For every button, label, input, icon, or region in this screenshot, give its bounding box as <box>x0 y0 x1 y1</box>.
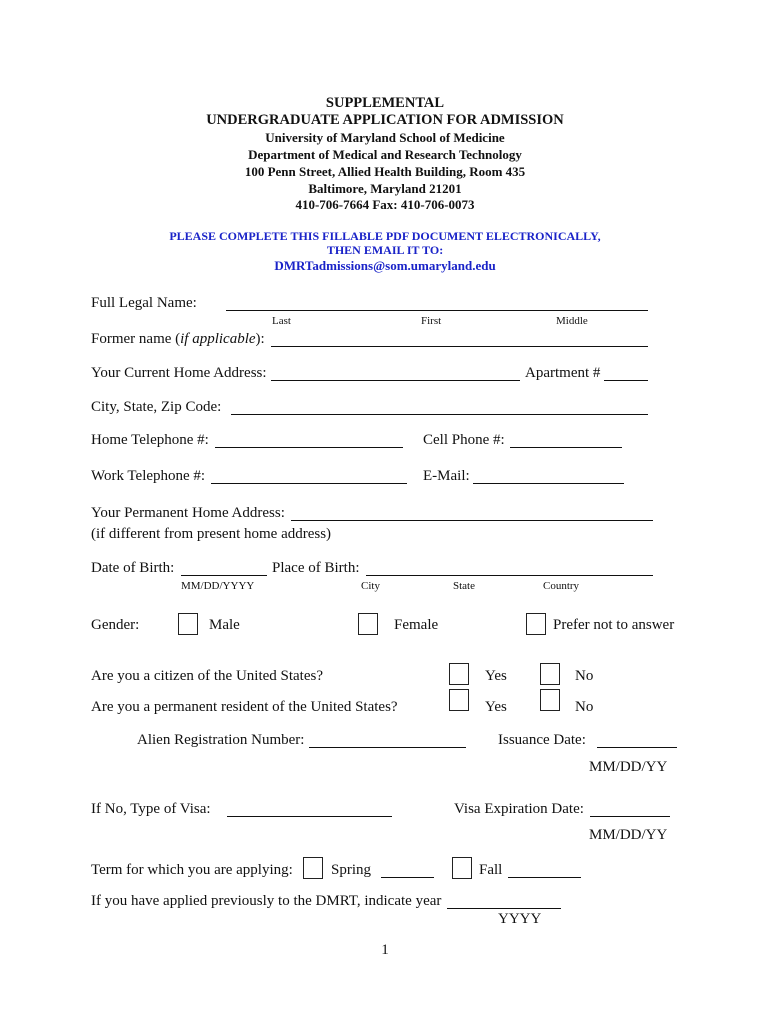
header-department: Department of Medical and Research Technology <box>248 147 522 162</box>
previous-application-label: If you have applied previously to the DMRT, indicate year <box>91 893 442 909</box>
dob-format-caption: MM/DD/YYYY <box>181 580 255 592</box>
permanent-address-label: Your Permanent Home Address: <box>91 505 285 521</box>
gender-prefer-not-checkbox[interactable] <box>526 613 546 635</box>
citizen-yes-checkbox[interactable] <box>449 663 469 685</box>
citizen-question: Are you a citizen of the United States? <box>91 668 324 684</box>
full-name-label: Full Legal Name: <box>91 295 197 311</box>
term-fall-label: Fall <box>479 862 503 878</box>
city-state-zip-field[interactable] <box>231 414 648 415</box>
pob-label: Place of Birth: <box>272 560 360 576</box>
citizen-no-label: No <box>575 668 594 684</box>
citizen-yes-label: Yes <box>485 668 507 684</box>
cell-phone-label: Cell Phone #: <box>423 432 505 448</box>
visa-type-field[interactable] <box>227 816 392 817</box>
term-spring-label: Spring <box>331 862 372 878</box>
pob-state-caption: State <box>453 580 475 592</box>
previous-year-field[interactable] <box>447 908 561 909</box>
header-line-supplemental: SUPPLEMENTAL <box>325 95 445 111</box>
resident-no-label: No <box>575 699 594 715</box>
gender-label: Gender: <box>91 617 140 633</box>
permanent-address-note: (if different from present home address) <box>91 526 332 542</box>
header-phone-fax: 410-706-7664 Fax: 410-706-0073 <box>295 197 475 212</box>
gender-prefer-not-label: Prefer not to answer <box>553 617 675 633</box>
former-name-label: Former name (if applicable): <box>91 331 265 347</box>
pob-country-caption: Country <box>543 580 580 592</box>
issuance-date-format: MM/DD/YY <box>589 759 668 775</box>
visa-type-label: If No, Type of Visa: <box>91 801 211 817</box>
permanent-address-field[interactable] <box>291 520 653 521</box>
page-number: 1 <box>381 942 389 958</box>
resident-yes-checkbox[interactable] <box>449 689 469 711</box>
gender-male-checkbox[interactable] <box>178 613 198 635</box>
city-state-zip-label: City, State, Zip Code: <box>91 399 222 415</box>
term-spring-year-field[interactable] <box>381 877 434 878</box>
name-last-caption: Last <box>272 315 291 327</box>
previous-year-format: YYYY <box>498 911 542 927</box>
notice-line-1: PLEASE COMPLETE THIS FILLABLE PDF DOCUMENT ELECTRONICALLY, <box>169 229 601 243</box>
email-field[interactable] <box>473 483 624 484</box>
notice-email: DMRTadmissions@som.umaryland.edu <box>274 258 496 273</box>
full-name-field[interactable] <box>226 310 648 311</box>
work-phone-label: Work Telephone #: <box>91 468 206 484</box>
gender-female-checkbox[interactable] <box>358 613 378 635</box>
resident-question: Are you a permanent resident of the United States? <box>91 699 398 715</box>
dob-field[interactable] <box>181 575 267 576</box>
name-middle-caption: Middle <box>556 315 588 327</box>
term-spring-checkbox[interactable] <box>303 857 323 879</box>
work-phone-field[interactable] <box>211 483 407 484</box>
home-phone-field[interactable] <box>215 447 403 448</box>
resident-yes-label: Yes <box>485 699 507 715</box>
former-name-field[interactable] <box>271 346 648 347</box>
notice-line-2: THEN EMAIL IT TO: <box>326 243 444 257</box>
dob-label: Date of Birth: <box>91 560 175 576</box>
term-fall-checkbox[interactable] <box>452 857 472 879</box>
name-first-caption: First <box>421 315 442 327</box>
issuance-date-label: Issuance Date: <box>498 732 586 748</box>
home-phone-label: Home Telephone #: <box>91 432 209 448</box>
cell-phone-field[interactable] <box>510 447 622 448</box>
header-street-address: 100 Penn Street, Allied Health Building, Room 435 <box>244 164 526 179</box>
header-city-address: Baltimore, Maryland 21201 <box>308 181 462 196</box>
resident-no-checkbox[interactable] <box>540 689 560 711</box>
alien-reg-field[interactable] <box>309 747 466 748</box>
visa-expiration-label: Visa Expiration Date: <box>454 801 584 817</box>
issuance-date-field[interactable] <box>597 747 677 748</box>
alien-reg-label: Alien Registration Number: <box>137 732 305 748</box>
pob-city-caption: City <box>361 580 380 592</box>
apartment-field[interactable] <box>604 380 648 381</box>
term-label: Term for which you are applying: <box>91 862 293 878</box>
citizen-no-checkbox[interactable] <box>540 663 560 685</box>
gender-female-label: Female <box>394 617 439 633</box>
term-fall-year-field[interactable] <box>508 877 581 878</box>
gender-male-label: Male <box>209 617 240 633</box>
header-university: University of Maryland School of Medicine <box>265 130 505 145</box>
apartment-label: Apartment # <box>525 365 601 381</box>
pob-field[interactable] <box>366 575 653 576</box>
email-label: E-Mail: <box>423 468 470 484</box>
form-title: UNDERGRADUATE APPLICATION FOR ADMISSION <box>206 112 564 128</box>
home-address-field[interactable] <box>271 380 520 381</box>
home-address-label: Your Current Home Address: <box>91 365 267 381</box>
visa-expiration-format: MM/DD/YY <box>589 827 668 843</box>
visa-expiration-field[interactable] <box>590 816 670 817</box>
